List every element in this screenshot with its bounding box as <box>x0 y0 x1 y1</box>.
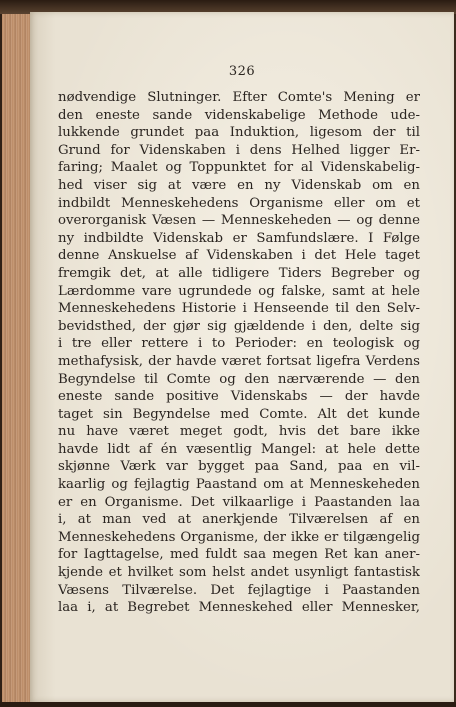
text-line: den eneste sande videnskabelige Methode ude- <box>58 107 420 123</box>
text-line: i, at man ved at anerkjende Tilværelsen af en <box>58 512 420 528</box>
text-line: havde lidt af én væsentlig Mangel: at hele dette <box>58 441 420 457</box>
text-line: indbildt Menneskehedens Organisme eller om et <box>58 195 420 211</box>
text-line: laa i, at Begrebet Menneskehed eller Mennesker, <box>58 600 420 616</box>
text-line: hed viser sig at være en ny Videnskab om en <box>58 177 420 193</box>
text-line: i tre eller rettere i to Perioder: en teologisk og <box>58 336 420 352</box>
text-line: bevidsthed, der gjør sig gjældende i den, delte sig <box>58 318 420 334</box>
text-line: faring; Maalet og Toppunktet for al Videnskabelig- <box>58 160 420 176</box>
text-line: nødvendige Slutninger. Efter Comte's Mening er <box>58 90 420 105</box>
text-line: fremgik det, at alle tidligere Tiders Begreber og <box>58 265 420 281</box>
text-line: kaarlig og fejlagtig Paastand om at Menneskeheden <box>58 477 420 493</box>
text-line: denne Anskuelse af Videnskaben i det Hele taget <box>58 248 420 264</box>
text-line: lukkende grundet paa Induktion, ligesom der til <box>58 125 420 141</box>
text-line: methafysisk, der havde været fortsat ligefra Verdens <box>58 353 420 369</box>
text-line: ny indbildte Videnskab er Samfundslære. I Følge <box>58 230 420 246</box>
text-line: Lærdomme vare ugrundede og falske, samt at hele <box>58 283 420 299</box>
text-line: Væsens Tilværelse. Det fejlagtige i Paastanden <box>58 582 420 598</box>
text-line: Menneskehedens Organisme, der ikke er tilgængelig <box>58 529 420 545</box>
text-line: nu have været meget godt, hvis det bare ikke <box>58 424 420 440</box>
page-number: 326 <box>228 64 256 79</box>
text-line: Grund for Videnskaben i dens Helhed ligger Er- <box>58 142 420 158</box>
book-bottom-edge <box>0 702 456 707</box>
text-line: overorganisk Væsen — Menneskeheden — og denne <box>58 213 420 229</box>
text-line: for Iagttagelse, med fuldt saa megen Ret kan aner- <box>58 547 420 563</box>
text-line: kjende et hvilket som helst andet usynligt fantastisk <box>58 565 420 581</box>
text-line: skjønne Værk var bygget paa Sand, paa en vil- <box>58 459 420 475</box>
body-text <box>58 89 420 617</box>
page-stack-edge <box>2 14 31 702</box>
text-line: Begyndelse til Comte og den nærværende — den <box>58 371 420 387</box>
text-line: er en Organisme. Det vilkaarlige i Paastanden laa <box>58 494 420 510</box>
text-line: Menneskehedens Historie i Henseende til den Selv- <box>58 301 420 317</box>
text-line: eneste sande positive Videnskabs — der havde <box>58 389 420 405</box>
text-line: taget sin Begyndelse med Comte. Alt det kunde <box>58 406 420 422</box>
